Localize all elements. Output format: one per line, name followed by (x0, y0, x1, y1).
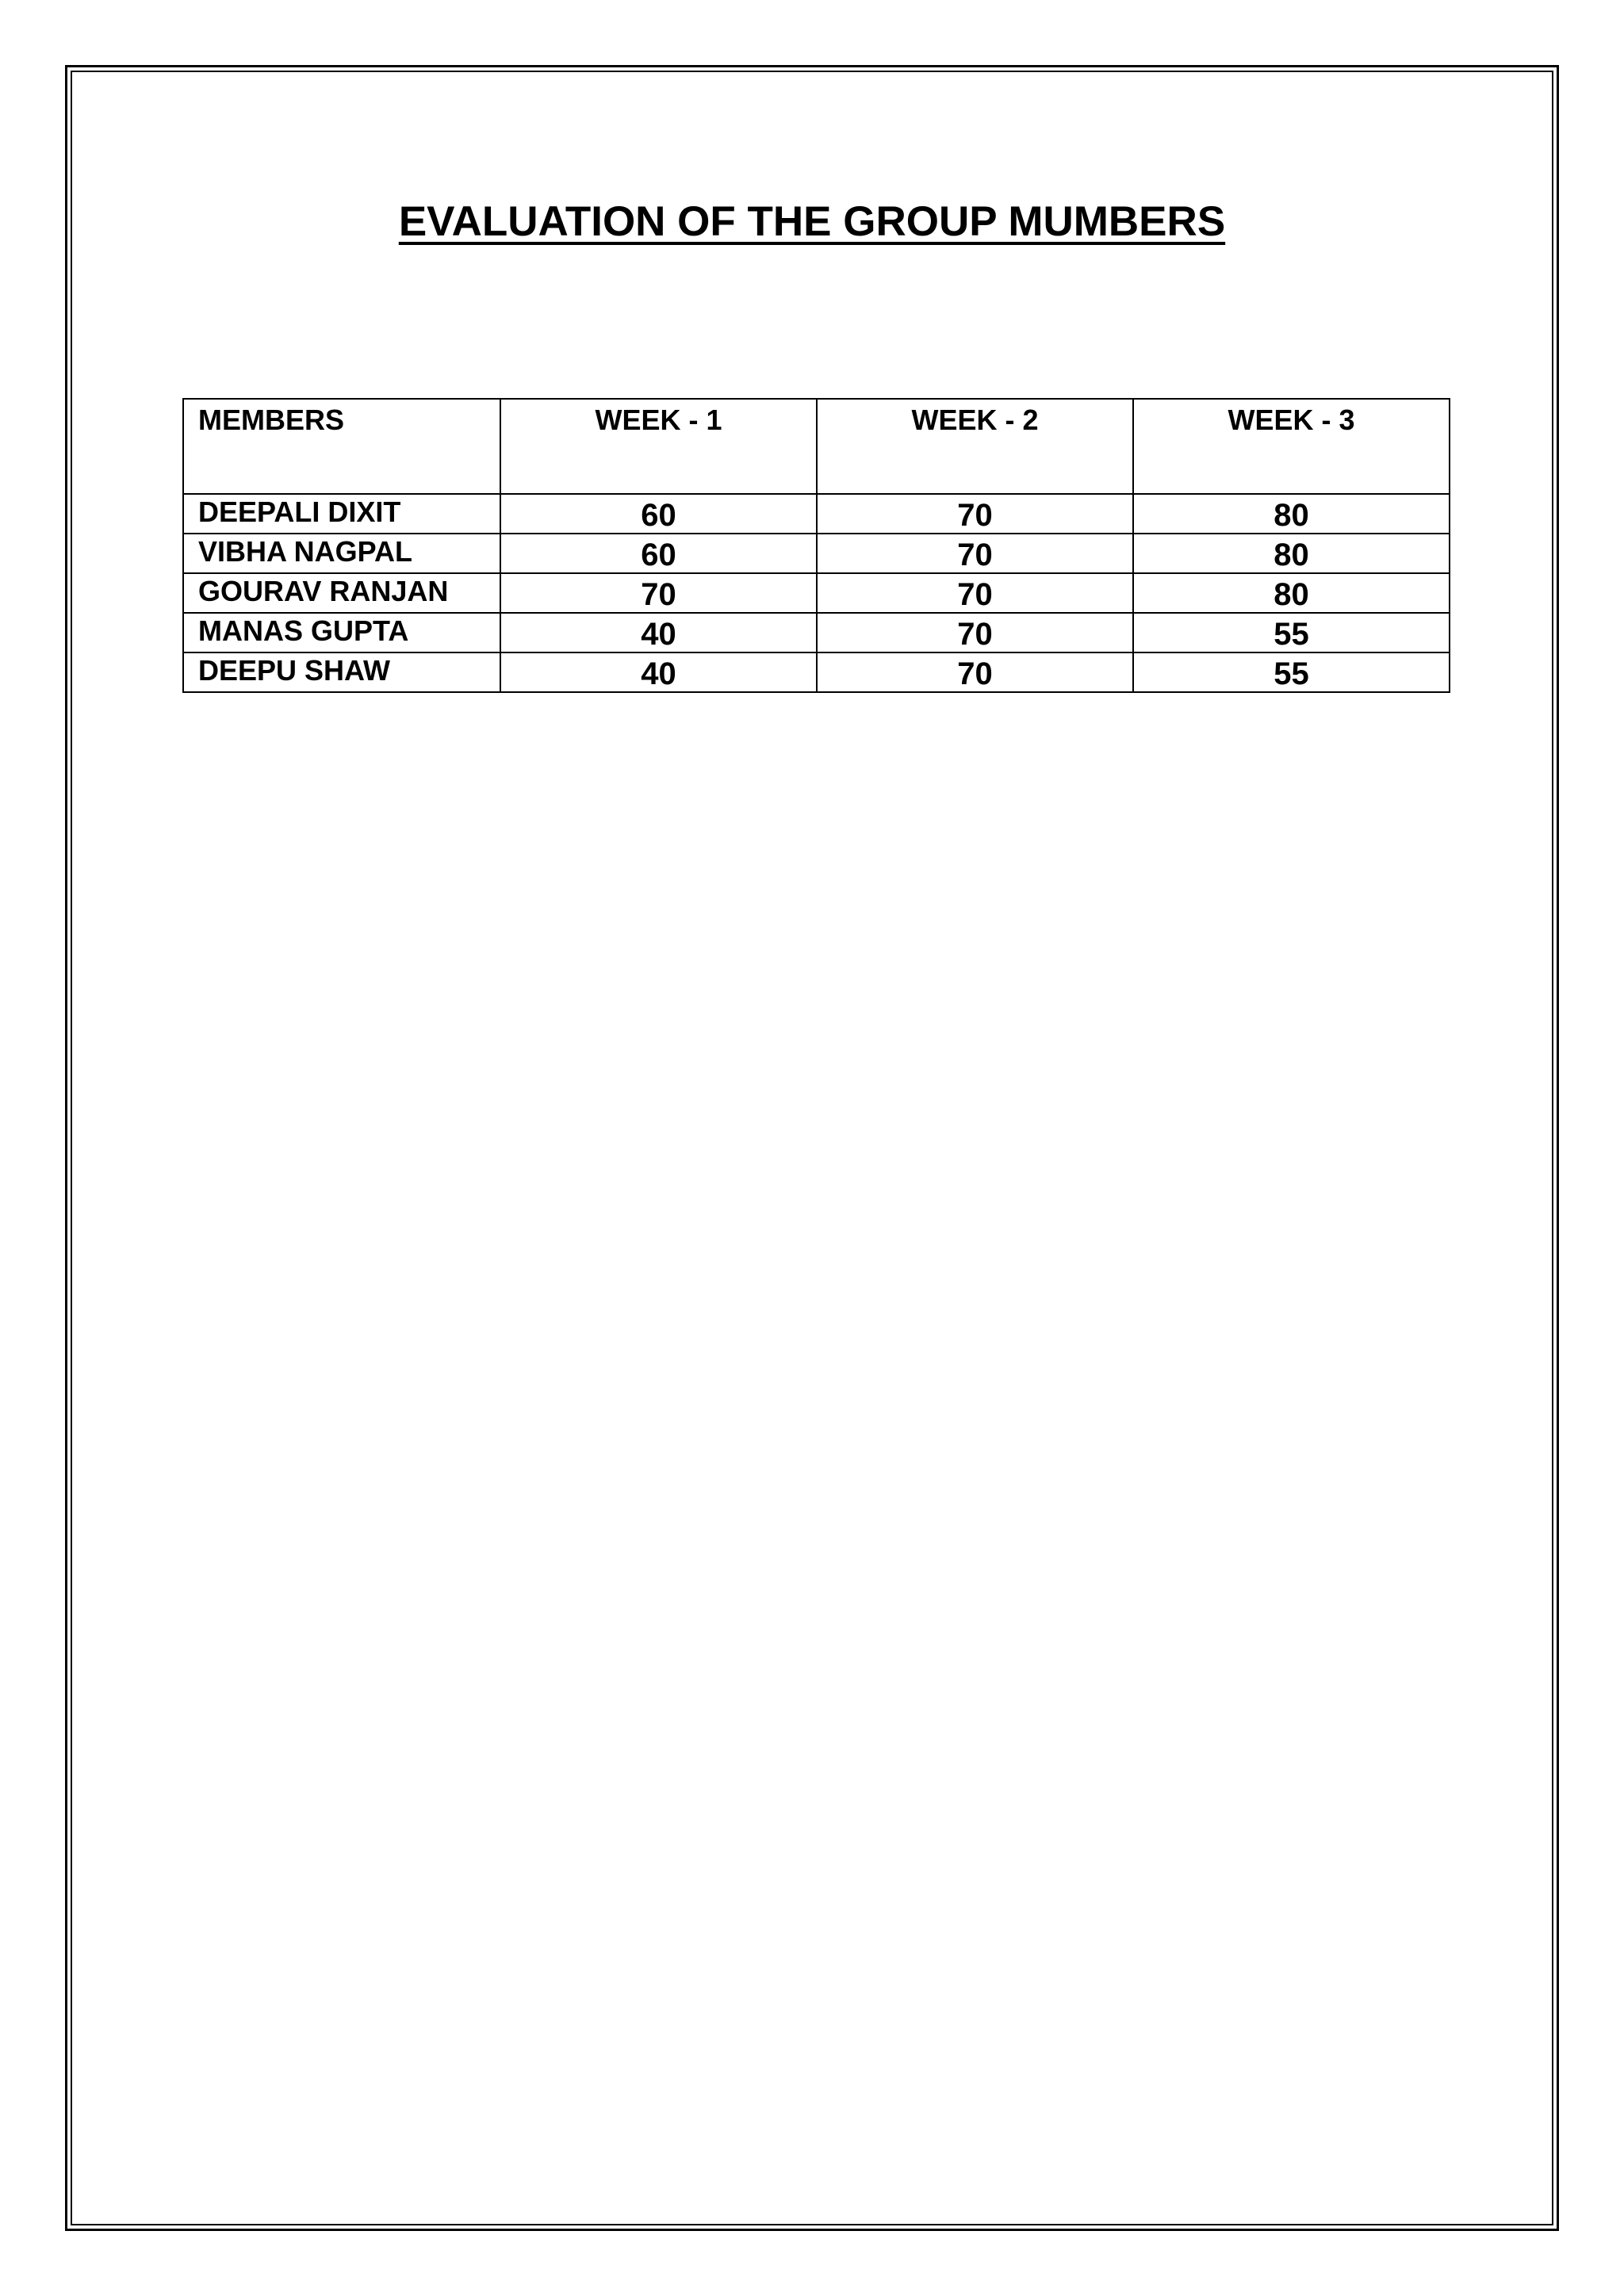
member-name: GOURAV RANJAN (183, 573, 500, 613)
table-header-row (183, 399, 1450, 494)
score-week-3: 55 (1133, 613, 1450, 652)
table-row (183, 494, 1450, 534)
score-week-1: 60 (500, 534, 817, 573)
header-week-3: WEEK - 3 (1133, 399, 1450, 494)
document-title-text: EVALUATION OF THE GROUP MUMBERS (398, 198, 1226, 245)
table-row (183, 573, 1450, 613)
member-name: MANAS GUPTA (183, 613, 500, 652)
member-name: DEEPALI DIXIT (183, 494, 500, 534)
score-week-3: 80 (1133, 534, 1450, 573)
score-week-2: 70 (817, 494, 1133, 534)
score-week-2: 70 (817, 534, 1133, 573)
member-name: DEEPU SHAW (183, 652, 500, 692)
score-week-1: 40 (500, 652, 817, 692)
score-week-3: 80 (1133, 494, 1450, 534)
score-week-2: 70 (817, 613, 1133, 652)
score-week-3: 55 (1133, 652, 1450, 692)
page-border-inner (71, 71, 1553, 2225)
score-week-3: 80 (1133, 573, 1450, 613)
score-week-1: 70 (500, 573, 817, 613)
header-members: MEMBERS (183, 399, 500, 494)
document-title (0, 193, 1624, 251)
score-week-2: 70 (817, 652, 1133, 692)
evaluation-table (182, 398, 1450, 693)
score-week-1: 40 (500, 613, 817, 652)
header-week-2: WEEK - 2 (817, 399, 1133, 494)
table-row (183, 652, 1450, 692)
table-row (183, 613, 1450, 652)
score-week-2: 70 (817, 573, 1133, 613)
member-name: VIBHA NAGPAL (183, 534, 500, 573)
score-week-1: 60 (500, 494, 817, 534)
header-week-1: WEEK - 1 (500, 399, 817, 494)
table-row (183, 534, 1450, 573)
